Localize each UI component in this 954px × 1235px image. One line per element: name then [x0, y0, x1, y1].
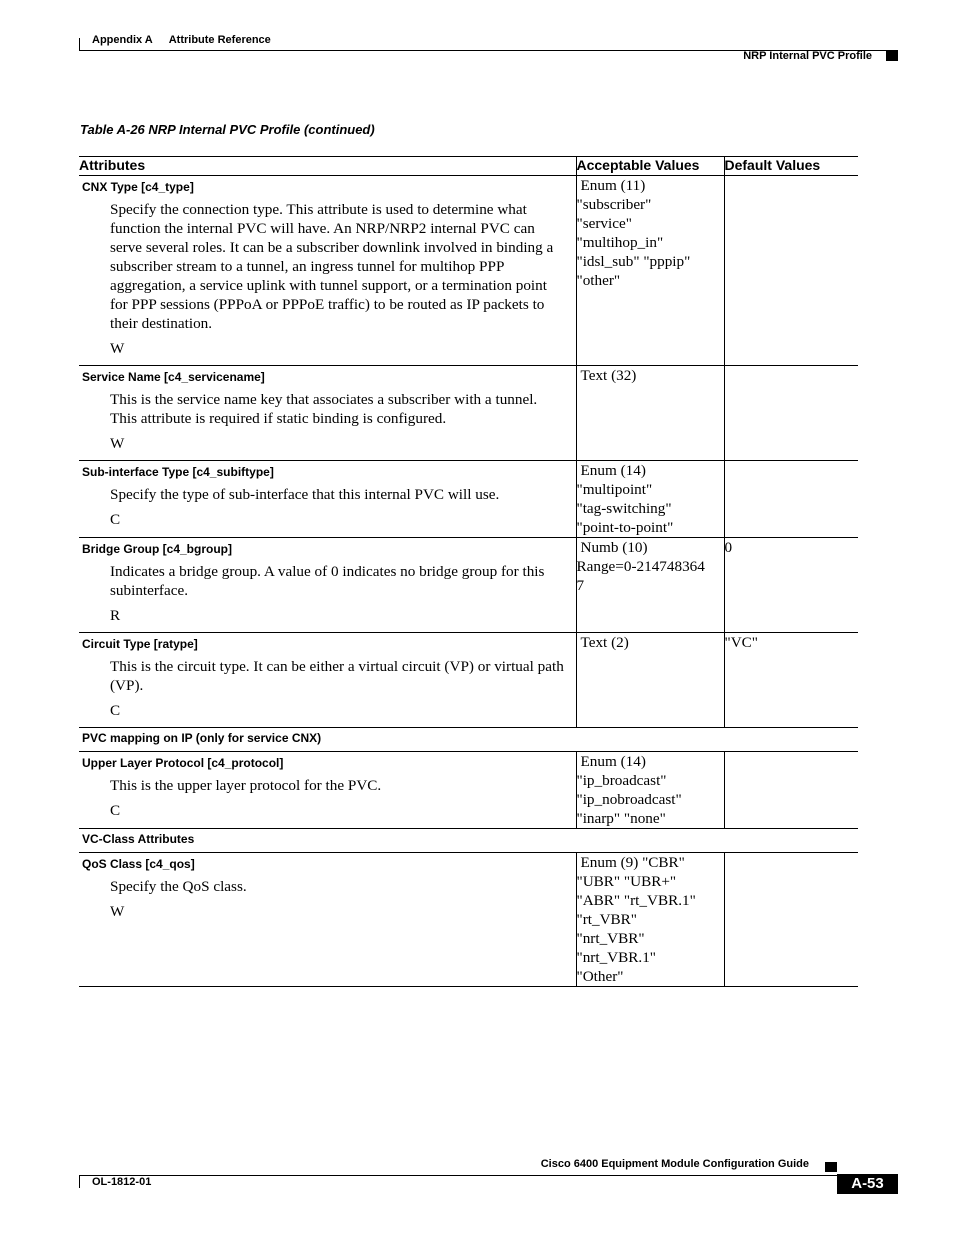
value-line: "service" — [576, 215, 632, 232]
value-line: Range=0-214748364 — [576, 558, 705, 575]
attribute-cell — [79, 633, 576, 728]
header-attributes: Attributes — [79, 157, 576, 176]
acceptable-values-cell — [576, 366, 724, 461]
attribute-flag: W — [110, 340, 125, 357]
section-row — [79, 829, 858, 853]
appendix-label: Appendix A — [92, 34, 153, 46]
section-heading: VC-Class Attributes — [79, 829, 858, 853]
default-value-cell: "VC" — [724, 633, 858, 728]
attribute-flag: W — [110, 435, 125, 452]
table-row — [79, 853, 858, 987]
acceptable-values-cell — [576, 461, 724, 538]
default-value-cell — [724, 176, 858, 366]
attribute-cell — [79, 366, 576, 461]
attribute-description: This is the service name key that associates a subscriber with a tunnel. This attribute is required if static binding is configured. — [110, 391, 538, 427]
acceptable-values-cell — [576, 752, 724, 829]
footer-doc-id: OL-1812-01 — [92, 1176, 152, 1188]
acceptable-values-cell — [576, 176, 724, 366]
table-row — [79, 176, 858, 366]
attribute-name: CNX Type [c4_type] — [82, 180, 194, 194]
value-line: "multihop_in" — [576, 234, 664, 251]
attribute-cell — [79, 176, 576, 366]
chapter-label: Attribute Reference — [168, 34, 271, 46]
attribute-flag: W — [110, 903, 125, 920]
attribute-description: This is the upper layer protocol for the PVC. — [110, 777, 382, 794]
value-line: "ABR" "rt_VBR.1" — [576, 892, 696, 909]
attribute-description: Indicates a bridge group. A value of 0 indicates no bridge group for this subinterface. — [110, 563, 545, 599]
attribute-name: Sub-interface Type [c4_subiftype] — [82, 465, 274, 479]
value-line: Enum (9) "CBR" — [580, 854, 685, 871]
value-line: "rt_VBR" — [576, 911, 637, 928]
attribute-name: QoS Class [c4_qos] — [82, 857, 195, 871]
table-row — [79, 538, 858, 633]
value-line: Text (32) — [580, 367, 637, 384]
running-header-left — [92, 34, 271, 46]
default-value-cell — [724, 366, 858, 461]
footer-guide-title: Cisco 6400 Equipment Module Configuration Guide — [540, 1158, 809, 1170]
footer-rule — [79, 1175, 837, 1176]
attribute-flag: C — [110, 802, 121, 819]
attribute-table — [79, 156, 858, 987]
value-line: "idsl_sub" "pppip" — [576, 253, 691, 270]
value-line: "point-to-point" — [576, 519, 674, 536]
attribute-flag: C — [110, 511, 121, 528]
default-value-cell: 0 — [724, 538, 858, 633]
footer-tick — [79, 1175, 80, 1188]
value-line: Enum (14) — [580, 753, 646, 770]
default-value-cell — [724, 461, 858, 538]
value-line: "multipoint" — [576, 481, 653, 498]
table-caption: Table A-26 NRP Internal PVC Profile (continued) — [80, 122, 375, 137]
attribute-name: Service Name [c4_servicename] — [82, 370, 265, 384]
attribute-name: Circuit Type [ratype] — [82, 637, 198, 651]
header-marker — [886, 51, 898, 61]
value-line: "inarp" "none" — [576, 810, 666, 827]
attribute-name: Bridge Group [c4_bgroup] — [82, 542, 232, 556]
attribute-cell — [79, 461, 576, 538]
footer-marker — [825, 1162, 837, 1172]
value-line: 7 — [576, 577, 585, 594]
table-row — [79, 752, 858, 829]
value-line: "UBR" "UBR+" — [576, 873, 677, 890]
value-line: Enum (11) — [580, 177, 646, 194]
value-line: "Other" — [576, 968, 624, 985]
value-line: Numb (10) — [580, 539, 648, 556]
section-label: NRP Internal PVC Profile — [743, 50, 872, 62]
value-line: Enum (14) — [580, 462, 646, 479]
header-default-values: Default Values — [724, 157, 858, 176]
value-line: "other" — [576, 272, 621, 289]
table-row — [79, 633, 858, 728]
attribute-cell — [79, 752, 576, 829]
attribute-description: Specify the connection type. This attribute is used to determine what function the internal PVC will have. An NRP/NRP2 internal PVC can serve several roles. It can be a subscriber downlink involved in binding a subscriber stream to a tunnel, an ingress tunnel for multihop PPP aggregation, a service uplink with tunnel support, or a termination point for PPP sessions (PPPoA or PPPoE traffic) to be routed as IP packets to their destination. — [110, 201, 554, 332]
default-value-cell — [724, 853, 858, 987]
table-row — [79, 366, 858, 461]
acceptable-values-cell — [576, 538, 724, 633]
attribute-name: Upper Layer Protocol [c4_protocol] — [82, 756, 284, 770]
table-header-row — [79, 157, 858, 176]
attribute-description: Specify the type of sub-interface that this internal PVC will use. — [110, 486, 500, 503]
value-line: "nrt_VBR.1" — [576, 949, 656, 966]
value-line: "ip_nobroadcast" — [576, 791, 682, 808]
value-line: Text (2) — [580, 634, 629, 651]
attribute-description: Specify the QoS class. — [110, 878, 247, 895]
attribute-flag: R — [110, 607, 121, 624]
section-heading: PVC mapping on IP (only for service CNX) — [79, 728, 858, 752]
attribute-flag: C — [110, 702, 121, 719]
header-acceptable-values: Acceptable Values — [576, 157, 724, 176]
value-line: "nrt_VBR" — [576, 930, 645, 947]
attribute-cell — [79, 538, 576, 633]
value-line: "tag-switching" — [576, 500, 672, 517]
acceptable-values-cell — [576, 853, 724, 987]
table-row — [79, 461, 858, 538]
value-line: "ip_broadcast" — [576, 772, 667, 789]
default-value-cell — [724, 752, 858, 829]
page-number: A-53 — [837, 1174, 898, 1194]
attribute-cell — [79, 853, 576, 987]
attribute-description: This is the circuit type. It can be either a virtual circuit (VP) or virtual path (VP). — [110, 658, 564, 694]
value-line: "subscriber" — [576, 196, 652, 213]
acceptable-values-cell — [576, 633, 724, 728]
section-row — [79, 728, 858, 752]
